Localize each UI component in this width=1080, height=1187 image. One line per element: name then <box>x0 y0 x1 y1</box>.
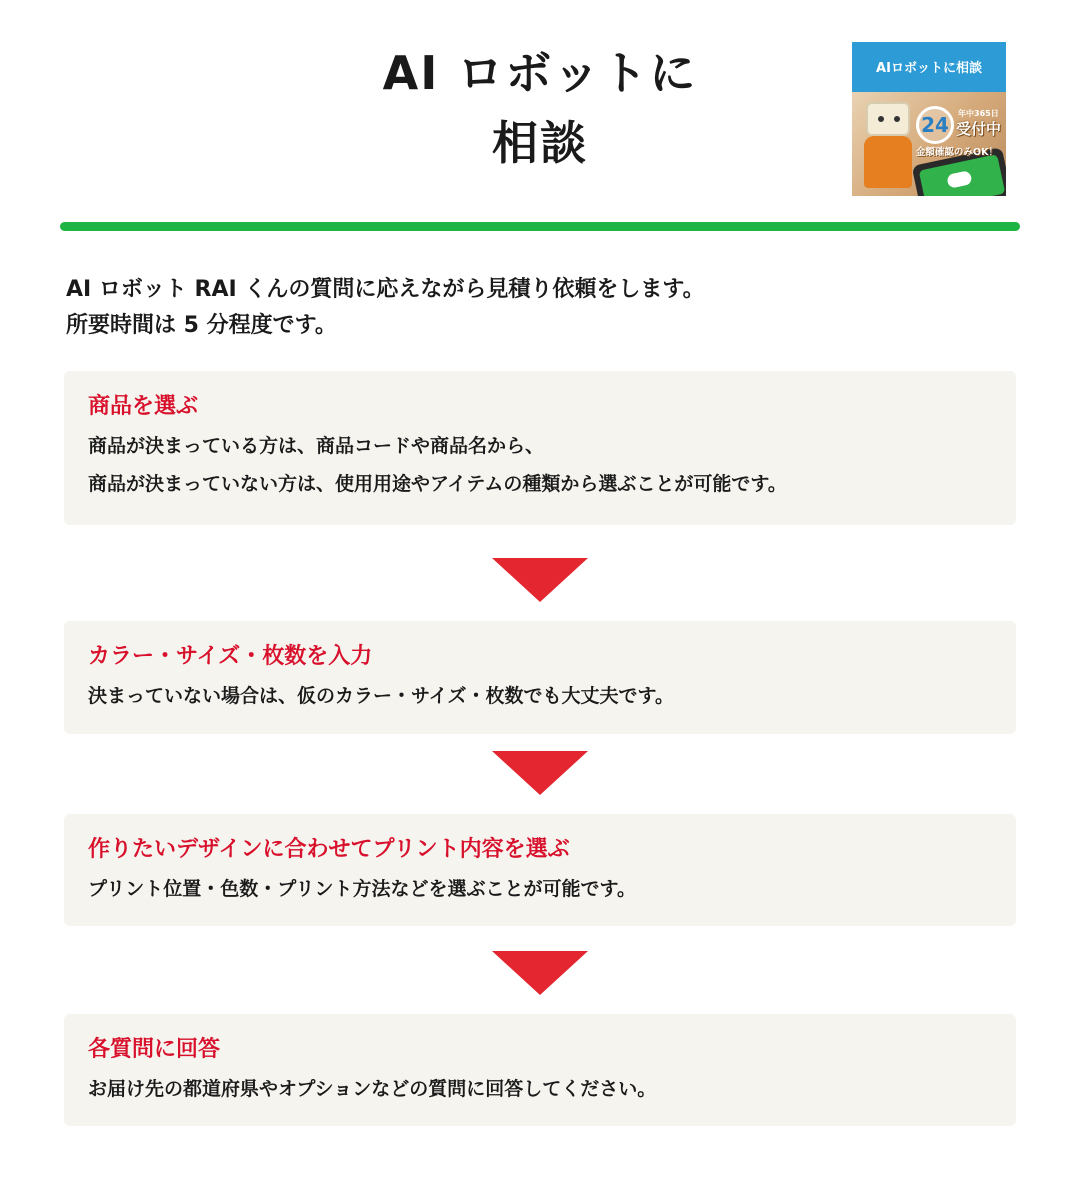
step-description <box>88 427 787 503</box>
banner-note: 金額確認のみOK！ <box>916 147 998 158</box>
banner-open-label: 受付中 <box>956 120 1002 138</box>
banner-days: 年中365日 <box>958 109 999 118</box>
step-description-line1: お届け先の都道府県やオプションなどの質問に回答してください。 <box>88 1078 657 1100</box>
arrow-down-icon <box>492 558 588 602</box>
step-card-1 <box>64 371 1016 525</box>
step-card-4 <box>64 1014 1016 1126</box>
page-title-line1: AI ロボットに <box>382 46 698 100</box>
title-divider <box>60 222 1020 231</box>
step-description <box>88 677 674 715</box>
step-title: 商品を選ぶ <box>88 394 199 419</box>
robot-mascot-icon <box>862 102 914 188</box>
banner-hours: 24 <box>916 106 954 144</box>
intro-line1: AI ロボット RAI くんの質問に応えながら見積り依頼をします。 <box>66 277 705 302</box>
intro-text <box>66 272 966 344</box>
step-card-3 <box>64 814 1016 926</box>
step-description <box>88 1070 656 1108</box>
banner-header: AIロボットに相談 <box>852 42 1006 92</box>
step-description-line1: プリント位置・色数・プリント方法などを選ぶことが可能です。 <box>88 878 636 900</box>
step-title: 作りたいデザインに合わせてプリント内容を選ぶ <box>88 837 570 862</box>
page-title <box>240 38 840 178</box>
step-description-line1: 商品が決まっている方は、商品コードや商品名から、 <box>88 435 545 457</box>
banner-image <box>852 92 1006 196</box>
step-description-line2: 商品が決まっていない方は、使用用途やアイテムの種類から選ぶことが可能です。 <box>88 473 787 495</box>
step-description-line1: 決まっていない場合は、仮のカラー・サイズ・枚数でも大丈夫です。 <box>88 685 674 707</box>
step-description <box>88 870 636 908</box>
step-title: 各質問に回答 <box>88 1037 221 1062</box>
step-card-2 <box>64 621 1016 734</box>
arrow-down-icon <box>492 751 588 795</box>
ai-robot-consult-banner[interactable] <box>852 42 1006 196</box>
step-title: カラー・サイズ・枚数を入力 <box>88 644 373 669</box>
arrow-down-icon <box>492 951 588 995</box>
page-title-line2: 相談 <box>492 116 588 170</box>
intro-line2: 所要時間は 5 分程度です。 <box>66 313 337 338</box>
